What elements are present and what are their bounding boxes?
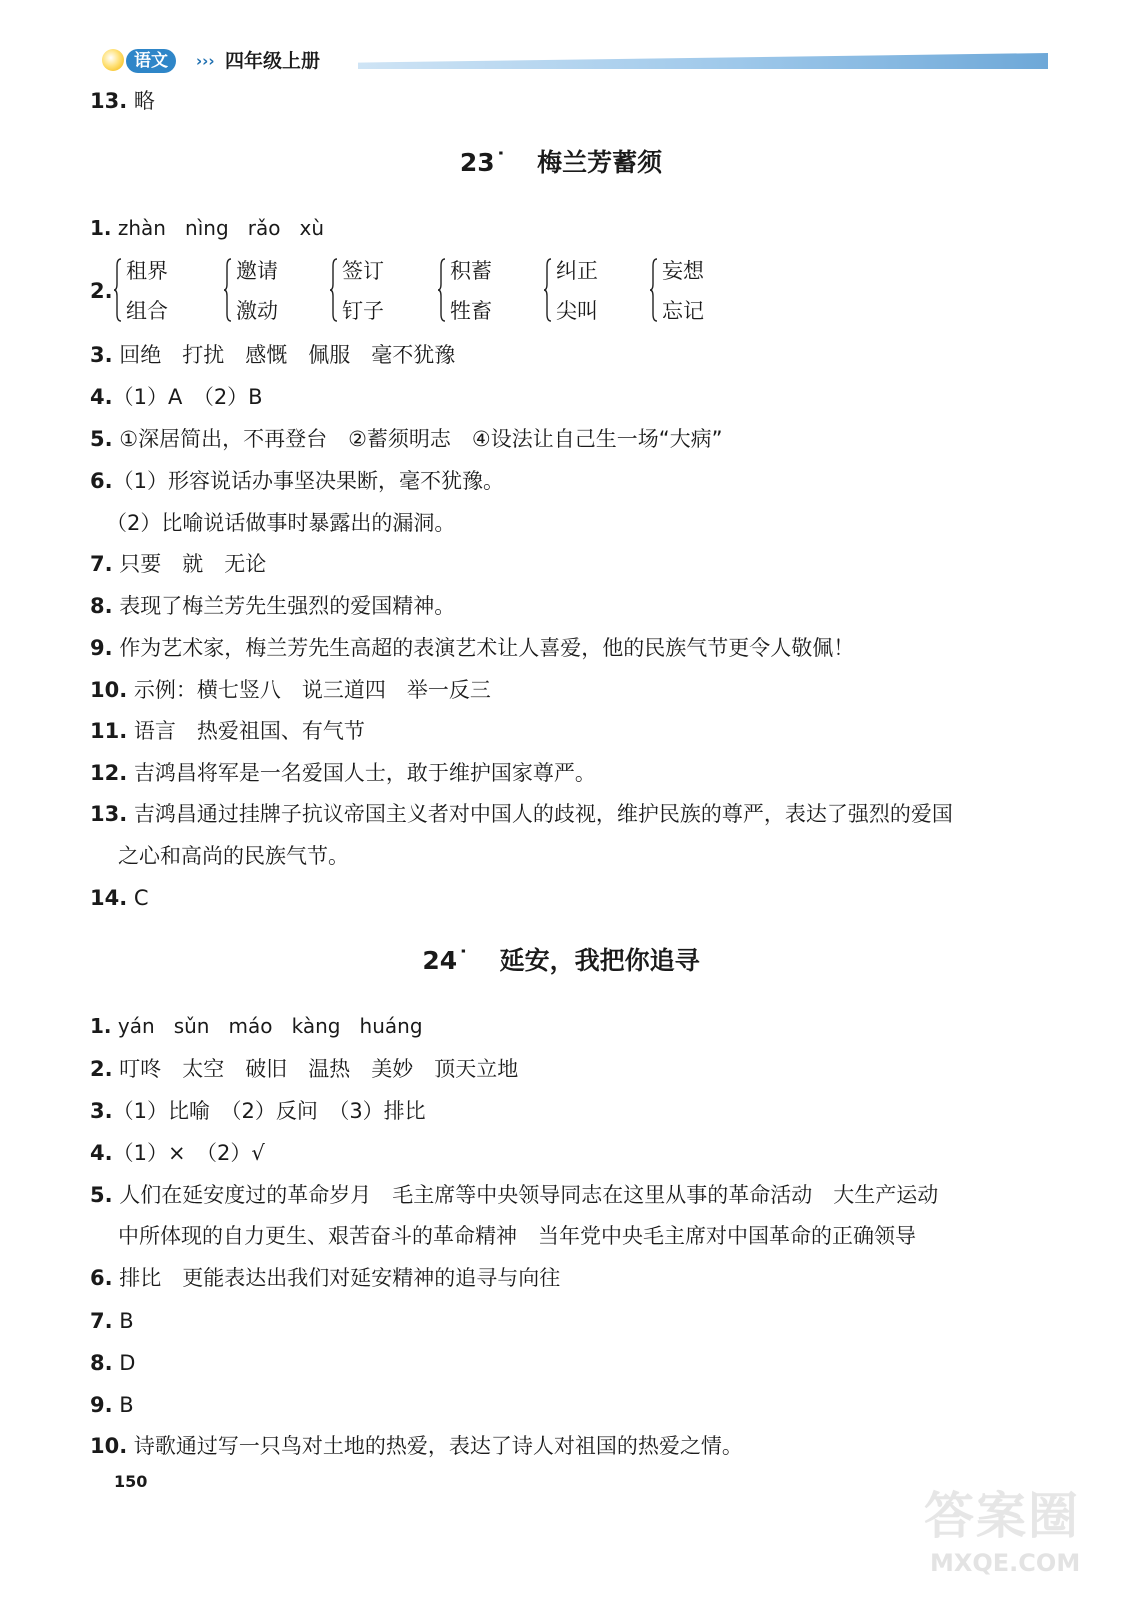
answer-line: 7. 只要 就 无论 [90, 552, 267, 576]
answer-line: 5. 人们在延安度过的革命岁月 毛主席等中央领导同志在这里从事的革命活动 大生产运动 [90, 1183, 939, 1207]
brace-icon [330, 258, 338, 322]
answer-line: 1. zhàn nìng rǎo xù [90, 216, 325, 240]
brace-icon [224, 258, 232, 322]
pair-word-bottom: 忘记 [662, 299, 704, 323]
grade-label: 四年级上册 [225, 50, 321, 72]
answer-line: 中所体现的自力更生、艰苦奋斗的革命精神 当年党中央毛主席对中国革命的正确领导 [118, 1224, 916, 1248]
watermark-url: MXQE.COM [930, 1549, 1081, 1577]
answer-line: 之心和高尚的民族气节。 [118, 844, 349, 868]
brace-icon [650, 258, 658, 322]
pair-word-bottom: 尖叫 [556, 299, 598, 323]
section-title-24: 24˙ 延安，我把你追寻 [422, 946, 700, 975]
pair-word-top: 积蓄 [450, 259, 492, 283]
answer-line: 13. 吉鸿昌通过挂牌子抗议帝国主义者对中国人的歧视，维护民族的尊严，表达了强烈的爱国 [90, 802, 953, 826]
brace-icon [114, 258, 122, 322]
answer-line: 7. B [90, 1309, 134, 1333]
watermark-logo: 答案圈 [924, 1487, 1080, 1545]
watermark [924, 1486, 1084, 1586]
answer-line: （2）比喻说话做事时暴露出的漏洞。 [106, 511, 456, 535]
brace-icon [438, 258, 446, 322]
answer-line: 10. 诗歌通过写一只鸟对土地的热爱，表达了诗人对祖国的热爱之情。 [90, 1434, 743, 1458]
answer-line: 9. B [90, 1393, 134, 1417]
answer-line: 12. 吉鸿昌将军是一名爱国人士，敢于维护国家尊严。 [90, 761, 596, 785]
pair-word-top: 邀请 [236, 259, 278, 283]
answer-line: 1. yán sǔn máo kàng huáng [90, 1014, 423, 1038]
pair-word-bottom: 牲畜 [450, 299, 492, 323]
answer-line: 3. 回绝 打扰 感慨 佩服 毫不犹豫 [90, 343, 456, 367]
answer-line: 3.（1）比喻 （2）反问 （3）排比 [90, 1099, 426, 1123]
answer-line: 8. 表现了梅兰芳先生强烈的爱国精神。 [90, 594, 456, 618]
answer-line: 4.（1）× （2）√ [90, 1141, 265, 1165]
brace-icon [544, 258, 552, 322]
answer-line: 6.（1）形容说话办事坚决果断，毫不犹豫。 [90, 469, 504, 493]
pair-word-top: 纠正 [556, 259, 598, 283]
answer-line: 5. ①深居简出，不再登台 ②蓄须明志 ④设法让自己生一场“大病” [90, 427, 723, 451]
pair-word-bottom: 激动 [236, 299, 278, 323]
answer-line: 10. 示例：横七竖八 说三道四 举一反三 [90, 678, 491, 702]
pair-word-top: 妄想 [662, 259, 704, 283]
section-title-23: 23˙ 梅兰芳蓄须 [459, 148, 663, 177]
answer-line: 4.（1）A （2）B [90, 385, 263, 409]
chevrons-icon: ››› [196, 52, 215, 70]
question-number: 2. [90, 279, 113, 303]
answer-line: 9. 作为艺术家，梅兰芳先生高超的表演艺术让人喜爱，他的民族气节更令人敬佩！ [90, 636, 855, 660]
answer-line: 2. 叮咚 太空 破旧 温热 美妙 顶天立地 [90, 1057, 519, 1081]
pair-word-top: 租界 [126, 259, 168, 283]
pair-word-bottom: 组合 [126, 299, 168, 323]
answer-line: 8. D [90, 1351, 136, 1375]
pair-word-top: 签订 [342, 259, 384, 283]
page-number: 150 [114, 1472, 148, 1491]
answer-line: 14. C [90, 886, 149, 910]
subject-label: 语文 [126, 49, 176, 73]
pair-word-bottom: 钉子 [342, 299, 384, 323]
answer-line: 13. 略 [90, 89, 155, 113]
answer-line: 11. 语言 热爱祖国、有气节 [90, 719, 365, 743]
answer-line: 6. 排比 更能表达出我们对延安精神的追寻与向往 [90, 1266, 561, 1290]
